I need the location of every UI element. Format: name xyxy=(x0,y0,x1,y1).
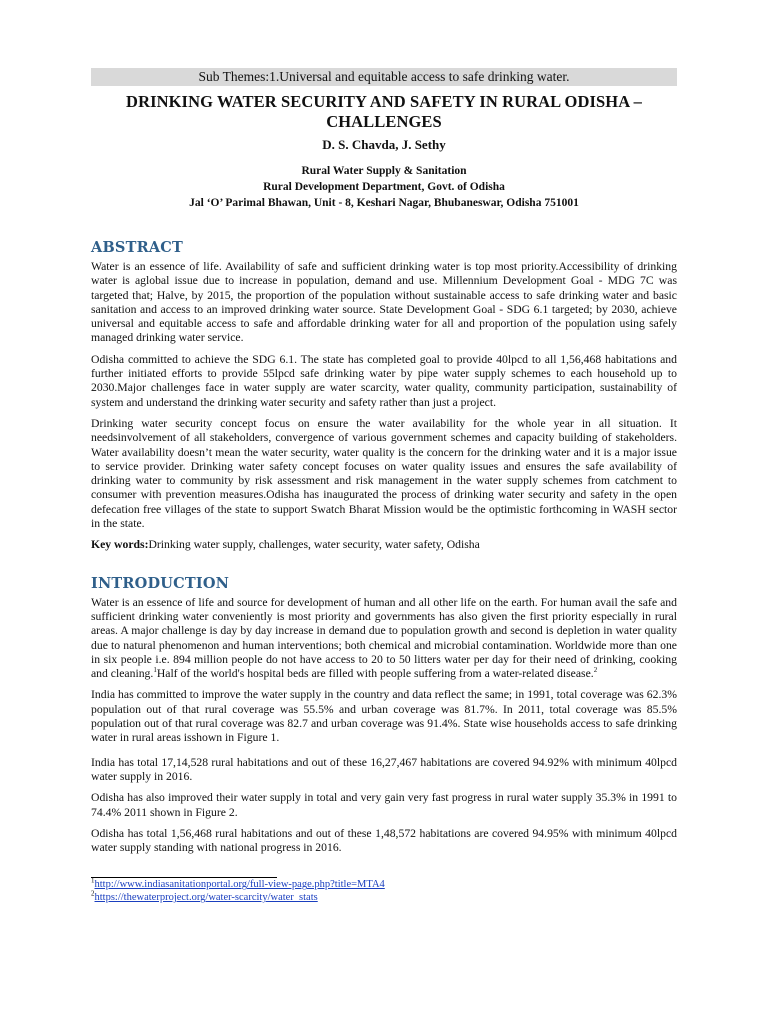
footnote-1 xyxy=(91,878,677,891)
affiliation-line-1: Rural Water Supply & Sanitation xyxy=(301,165,467,177)
intro-paragraph-5: Odisha has total 1,56,468 rural habitations and out of these 1,48,572 habitations are covered 94.95% with minimum 40lpcd water supply standing with national progress in 2016. xyxy=(91,826,677,855)
abstract-paragraph-1: Water is an essence of life. Availability of safe and sufficient drinking water is top most priority.Accessibility of drinking water is aglobal issue due to increase in population, demand and use. Millennium Development Goal - MDG 7C was targeted that; Halve, by 2015, the proportion of the population without sustainable access to safe drinking water and basic sanitation and access to an improved drinking water source. State Development Goal - SDG 6.1 targeted; by 2030, achieve universal and equitable access to safe and affordable drinking water for all and proportion of the population using safely managed drinking water service. xyxy=(91,260,677,345)
footnote-2-link[interactable]: https://thewaterproject.org/water-scarcity/water_stats xyxy=(94,892,318,904)
abstract-paragraph-3: Drinking water security concept focus on ensure the water availability for the whole year in all situation. It needsinvolvement of all stakeholders, convergence of various government schemes and capacity building of stakeholders. Water availability doesn’t mean the water security, water quality is the concern for the drinking water and it is a major issue to service provider. Drinking water safety concept focuses on water quality issues and ensures the safe availability of drinking water to community by risk assessment and risk management in the water supply schemes from catchment to consumer with prevention measures.Odisha has inaugurated the process of drinking water security and safety in the open defecation free villages of the state to support Swatch Bharat Mission would be the optimistic forthcoming in WASH sector in the state. xyxy=(91,416,677,531)
keywords-label: Key words: xyxy=(91,538,149,552)
title-line-2: CHALLENGES xyxy=(326,112,442,131)
abstract-heading: ABSTRACT xyxy=(91,239,183,256)
paper-title xyxy=(91,92,677,132)
paper-page xyxy=(91,68,677,904)
intro-p1-text-a: Water is an essence of life and source for development of human and all other life on the earth. For human avail the safe and sufficient drinking water conveniently is most priority and governments has also given the first priority especially in rural areas. A major challenge is day by day increase in demand due to population growth and second is depletion in water quality due to natural phenomenon and human interventions; both chemical and microbial contamination. Worldwide more than one in six people i.e. 894 million people do not have access to 20 to 50 litters water per day for their need of drinking, cooking and cleaning. xyxy=(91,595,677,681)
footnote-ref-2[interactable]: 2 xyxy=(593,666,598,675)
introduction-heading: INTRODUCTION xyxy=(91,574,230,592)
intro-paragraph-4: Odisha has also improved their water supply in total and very gain very fast progress in rural water supply 35.3% in 1991 to 74.4% 2011 shown in Figure 2. xyxy=(91,791,677,819)
footnote-1-number: 1 xyxy=(91,876,95,885)
affiliation-line-3: Jal ‘O’ Parimal Bhawan, Unit - 8, Keshari Nagar, Bhubaneswar, Odisha 751001 xyxy=(189,197,579,209)
title-line-1: DRINKING WATER SECURITY AND SAFETY IN RURAL ODISHA – xyxy=(126,92,642,111)
footnote-2-number: 2 xyxy=(91,889,95,898)
abstract-paragraph-2: Odisha committed to achieve the SDG 6.1. The state has completed goal to provide 40lpcd to all 1,56,468 habitations and further initiated efforts to provide 55lpcd safe drinking water by pipe water supply schemes to each household up to 2030.Major challenges face in water supply are water scarcity, water quality, community participation, sustainability of system and understand the drinking water security and safety rather than just a project. xyxy=(91,352,677,409)
keywords xyxy=(91,538,677,552)
intro-paragraph-3: India has total 17,14,528 rural habitations and out of these 16,27,467 habitations are covered 94.92% with minimum 40lpcd water supply in 2016. xyxy=(91,755,677,783)
subtheme-banner: Sub Themes:1.Universal and equitable access to safe drinking water. xyxy=(91,68,677,86)
affiliation-line-2: Rural Development Department, Govt. of Odisha xyxy=(263,181,505,193)
keywords-text: Drinking water supply, challenges, water security, water safety, Odisha xyxy=(148,538,480,552)
footnote-2 xyxy=(91,891,677,904)
intro-p1-text-b: Half of the world's hospital beds are filled with people suffering from a water-related disease. xyxy=(156,667,594,681)
footnote-1-link[interactable]: http://www.indiasanitationportal.org/full-view-page.php?title=MTA4 xyxy=(94,879,385,891)
footnote-ref-1[interactable]: 1 xyxy=(153,666,157,675)
affiliation xyxy=(91,163,677,211)
intro-paragraph-1 xyxy=(91,596,677,682)
intro-paragraph-2: India has committed to improve the water supply in the country and data reflect the same; in 1991, total coverage was 62.3% population out of that rural coverage was 55.5% and urban coverage was 81.7%. In 2011, total coverage was 85.5% population out of that rural coverage was 82.7 and urban coverage was 91.4%. State wise households access to safe drinking water in rural areas isshown in Figure 1. xyxy=(91,688,677,745)
authors: D. S. Chavda, J. Sethy xyxy=(322,137,446,152)
